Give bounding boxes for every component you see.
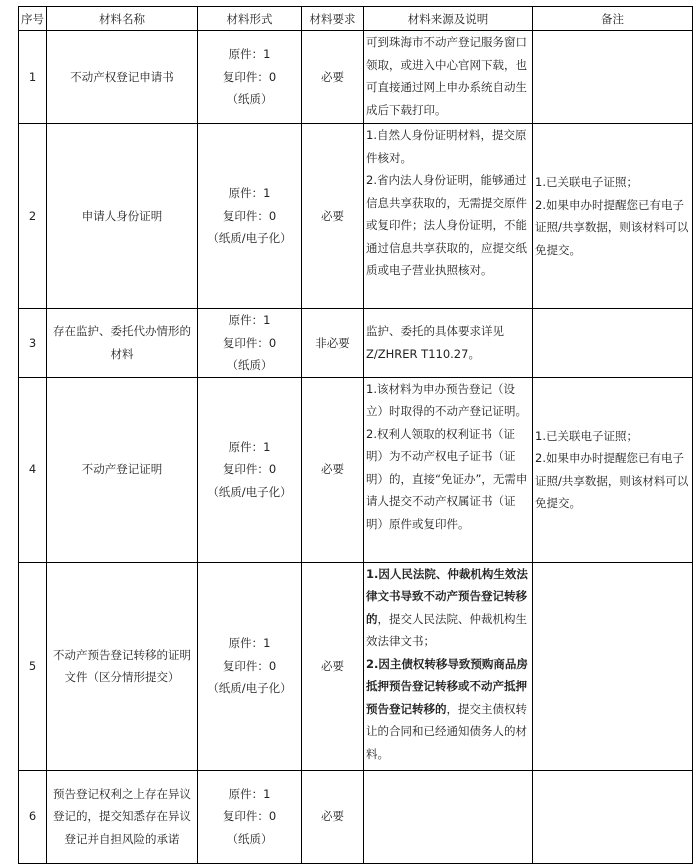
table-row [19,31,693,124]
material-requirement: 必要 [302,31,364,124]
source-item-1-emphasis: 1.因人民法院、仲裁机构生效法律文书导致不动产预告登记转移的 [366,566,528,626]
material-source [364,562,533,770]
form-copy: 复印件：0 [222,462,277,477]
row-no: 6 [19,770,47,863]
material-requirement: 必要 [302,124,364,309]
header-source: 材料来源及说明 [364,7,533,31]
material-form [198,562,302,770]
material-source [364,770,533,863]
table-row [19,309,693,378]
form-original: 原件：1 [228,636,271,651]
material-name: 申请人身份证明 [47,124,198,309]
material-note [533,31,693,124]
source-item-1 [366,563,530,653]
form-original: 原件：1 [228,186,271,201]
material-source: 可到珠海市不动产登记服务窗口领取，或进入中心官网下载，也可直接通过网上申办系统自动生成后下载打印。 [364,31,533,124]
material-name: 存在监护、委托代办情形的材料 [47,309,198,378]
source-item-2-text: ，提交主债权转让的合同和已经通知债务人的材料。 [366,701,527,761]
form-copy: 复印件：0 [222,809,277,824]
table-row [19,770,693,863]
material-note [533,124,693,309]
form-copy: 复印件：0 [222,658,277,673]
source-item-2: 2.省内法人身份证明，能够通过信息共享获取的，无需提交原件或复印件；法人身份证明，不能通过信息共享获取的，应提交纸质或电子营业执照核对。 [366,173,527,277]
source-item-2: 2.权利人领取的权利证书（证明）为不动产权电子证书（证明）的，直接“免证办”，无需申请人提交不动产权属证书（证明）原件或复印件。 [366,426,528,531]
material-form [198,124,302,309]
source-item-1: 1.自然人身份证明材料，提交原件核对。 [366,128,527,165]
form-copy: 复印件：0 [222,69,277,84]
row-no: 1 [19,31,47,124]
note-item-2: 2.如果申办时提醒您已有电子证照/共享数据，则该材料可以免提交。 [535,451,689,510]
material-requirement: 必要 [302,770,364,863]
materials-table [18,6,693,864]
material-form [198,31,302,124]
header-note: 备注 [533,7,693,31]
material-name: 不动产登记证明 [47,377,198,562]
source-item-2 [366,653,530,766]
form-medium: （纸质/电子化） [207,681,292,696]
header-name: 材料名称 [47,7,198,31]
form-medium: （纸质/电子化） [207,484,292,499]
material-note [533,377,693,562]
form-medium: （纸质） [226,358,273,372]
material-name: 预告登记权利之上存在异议登记的，提交知悉存在异议登记并自担风险的承诺 [47,770,198,863]
form-original: 原件：1 [228,47,271,62]
material-name: 不动产权登记申请书 [47,31,198,124]
source-item-2-emphasis: 2.因主债权转移导致预购商品房抵押预告登记转移或不动产抵押预告登记转移的 [366,656,528,716]
material-requirement: 必要 [302,562,364,770]
table-row [19,562,693,770]
source-item-1: 1.该材料为申办预告登记（设立）时取得的不动产登记证明。 [366,381,527,418]
form-original: 原件：1 [228,786,271,801]
form-medium: （纸质） [226,831,273,846]
row-no: 5 [19,562,47,770]
form-medium: （纸质） [226,92,273,107]
table-row [19,377,693,562]
material-form [198,770,302,863]
source-item-1-text: ，提交人民法院、仲裁机构生效法律文书； [366,611,527,648]
header-no: 序号 [19,7,47,31]
form-medium: （纸质/电子化） [207,231,292,246]
material-note [533,770,693,863]
material-form [198,377,302,562]
note-item-1: 1.已关联电子证照； [535,175,638,189]
material-source [364,377,533,562]
material-source: 监护、委托的具体要求详见Z/ZHRER T110.27。 [364,309,533,378]
material-requirement: 非必要 [302,309,364,378]
form-original: 原件：1 [228,313,271,327]
row-no: 3 [19,309,47,378]
table-row [19,124,693,309]
note-item-1: 1.已关联电子证照； [535,428,638,443]
material-source [364,124,533,309]
header-form: 材料形式 [198,7,302,31]
table-header-row [19,7,693,31]
material-form [198,309,302,378]
row-no: 2 [19,124,47,309]
header-requirement: 材料要求 [302,7,364,31]
form-original: 原件：1 [228,439,271,454]
material-note [533,562,693,770]
material-note [533,309,693,378]
form-copy: 复印件：0 [222,208,277,223]
form-copy: 复印件：0 [222,335,277,350]
note-item-2: 2.如果申办时提醒您已有电子证照/共享数据，则该材料可以免提交。 [535,197,689,257]
material-requirement: 必要 [302,377,364,562]
material-name: 不动产预告登记转移的证明文件（区分情形提交） [47,562,198,770]
row-no: 4 [19,377,47,562]
